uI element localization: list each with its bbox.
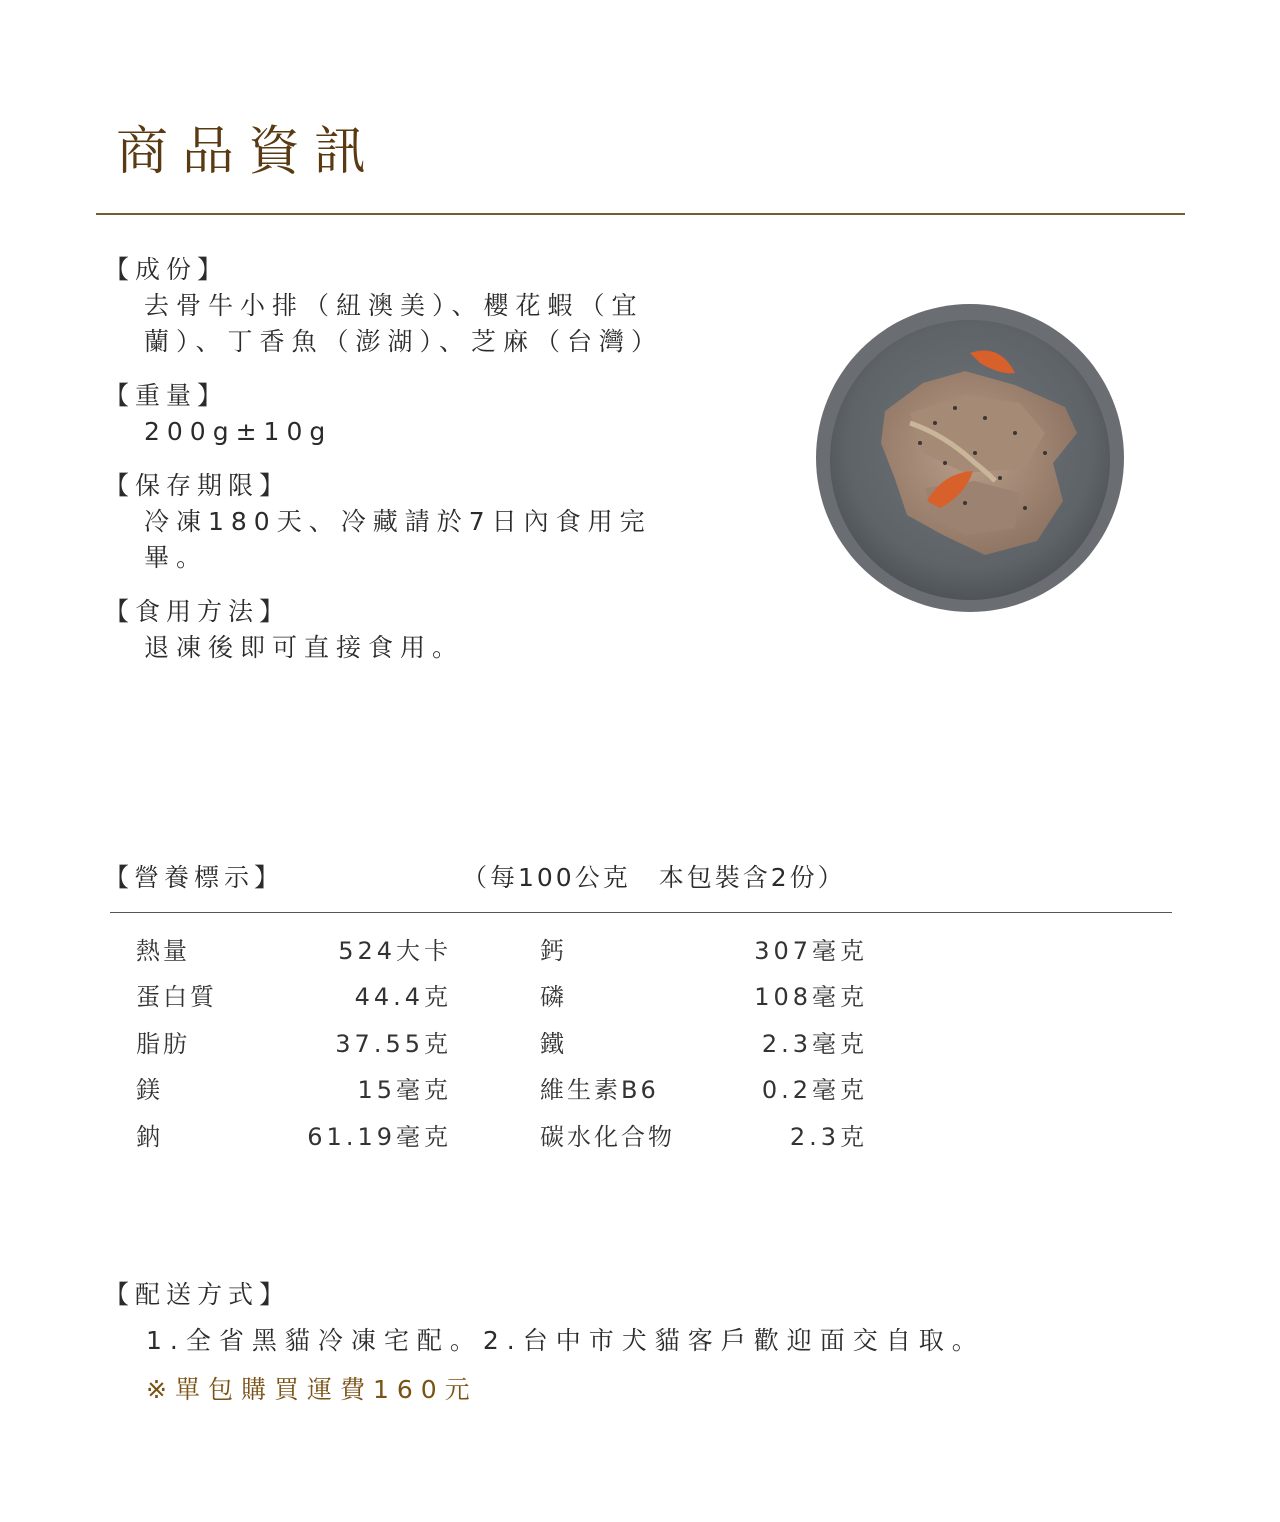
table-row (136, 1018, 868, 1065)
nutrient-value: 108毫克 (754, 983, 868, 1012)
nutrient-name: 碳水化合物 (540, 1122, 675, 1151)
nutrient-value: 61.19毫克 (307, 1122, 452, 1151)
page-title: 商品資訊 (116, 122, 381, 182)
info-text: 冷凍180天、冷藏請於7日內食用完畢。 (144, 507, 652, 572)
nutrient-value: 44.4克 (354, 983, 452, 1012)
nutrient-name: 鈣 (540, 936, 567, 965)
shipping-fee-note: ※單包購買運費160元 (146, 1375, 478, 1404)
info-label: 【保存期限】 (104, 471, 291, 500)
nutrient-name: 熱量 (136, 936, 190, 965)
nutrient-value: 0.2毫克 (761, 1076, 868, 1105)
nutrient-value: 307毫克 (754, 936, 868, 965)
table-row (136, 1111, 868, 1158)
table-row (136, 1065, 868, 1112)
nutrient-value: 2.3克 (789, 1122, 868, 1151)
info-text: 200g±10g (144, 417, 333, 446)
nutrient-value: 37.55克 (335, 1029, 452, 1058)
nutrient-value: 15毫克 (357, 1076, 452, 1105)
nutrient-name: 鎂 (136, 1076, 163, 1105)
nutrient-name: 鈉 (136, 1122, 163, 1151)
product-info (104, 252, 704, 684)
shipping-text: 1.全省黑貓冷凍宅配。2.台中市犬貓客戶歡迎面交自取。 (146, 1326, 985, 1355)
nutrient-name: 磷 (540, 983, 567, 1012)
nutrient-name: 脂肪 (136, 1029, 190, 1058)
info-label: 【重量】 (104, 381, 229, 410)
plated-beef-rib-photo (815, 303, 1125, 613)
table-row (136, 925, 868, 972)
nutrient-value: 2.3毫克 (761, 1029, 868, 1058)
shipping-title: 【配送方式】 (104, 1280, 291, 1309)
nutrient-value: 524大卡 (338, 936, 452, 965)
nutrition-table (136, 925, 868, 1158)
info-ingredients (104, 252, 704, 360)
info-text: 退凍後即可直接食用。 (144, 633, 465, 662)
table-row (136, 972, 868, 1019)
nutrient-name: 蛋白質 (136, 983, 217, 1012)
info-label: 【食用方法】 (104, 597, 291, 626)
info-shelf-life (104, 468, 704, 576)
nutrition-divider (110, 912, 1172, 913)
info-label: 【成份】 (104, 255, 229, 284)
info-usage (104, 594, 704, 666)
nutrition-subtitle: （每100公克 本包裝含2份） (462, 863, 846, 892)
info-weight (104, 378, 704, 450)
title-divider (96, 213, 1185, 215)
nutrition-title: 【營養標示】 (104, 863, 285, 892)
nutrient-name: 維生素B6 (540, 1076, 659, 1105)
nutrient-name: 鐵 (540, 1029, 567, 1058)
info-text: 去骨牛小排（紐澳美）、櫻花蝦（宜蘭）、丁香魚（澎湖）、芝麻（台灣） (144, 291, 664, 356)
